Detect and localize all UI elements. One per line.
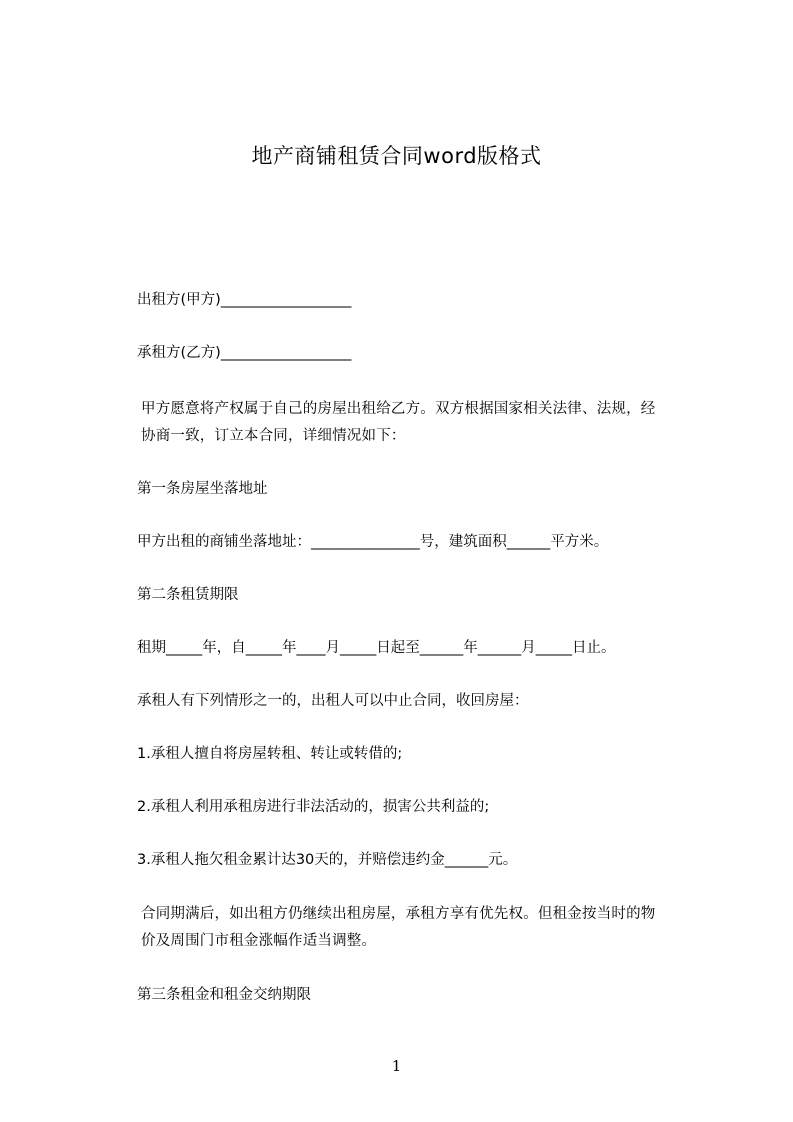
renewal-paragraph [137,901,707,955]
article2-heading: 第二条租赁期限 [137,587,239,603]
lessee-line: 承租方(乙方)__________________ [137,345,352,361]
termination-item-3: 3.承租人拖欠租金累计达30天的，并赔偿违约金______元。 [137,852,518,868]
article1-heading: 第一条房屋坐落地址 [137,481,268,497]
article2-text: 租期_____年，自_____年____月_____日起至______年______月_____日止。 [137,640,616,656]
document-title: 地产商铺租赁合同word版格式 [251,144,542,168]
termination-intro: 承租人有下列情形之一的，出租人可以中止合同，收回房屋： [137,693,529,709]
renewal-line-2: 价及周围门市租金涨幅作适当调整。 [141,933,377,949]
article1-text: 甲方出租的商铺坐落地址：_______________号，建筑面积______平方米。 [137,534,609,550]
intro-paragraph [137,396,707,450]
termination-item-2: 2.承租人利用承租房进行非法活动的，损害公共利益的; [137,799,490,815]
intro-line-1: 甲方愿意将产权属于自己的房屋出租给乙方。双方根据国家相关法律、法规，经 [141,401,656,417]
page-number: 1 [391,1057,402,1075]
intro-line-2: 协商一致，订立本合同，详细情况如下： [141,428,406,444]
termination-item-1: 1.承租人擅自将房屋转租、转让或转借的; [137,746,403,762]
lessor-line: 出租方(甲方)__________________ [137,292,352,308]
article3-heading: 第三条租金和租金交纳期限 [137,987,311,1003]
renewal-line-1: 合同期满后，如出租方仍继续出租房屋，承租方享有优先权。但租金按当时的物 [141,906,656,922]
